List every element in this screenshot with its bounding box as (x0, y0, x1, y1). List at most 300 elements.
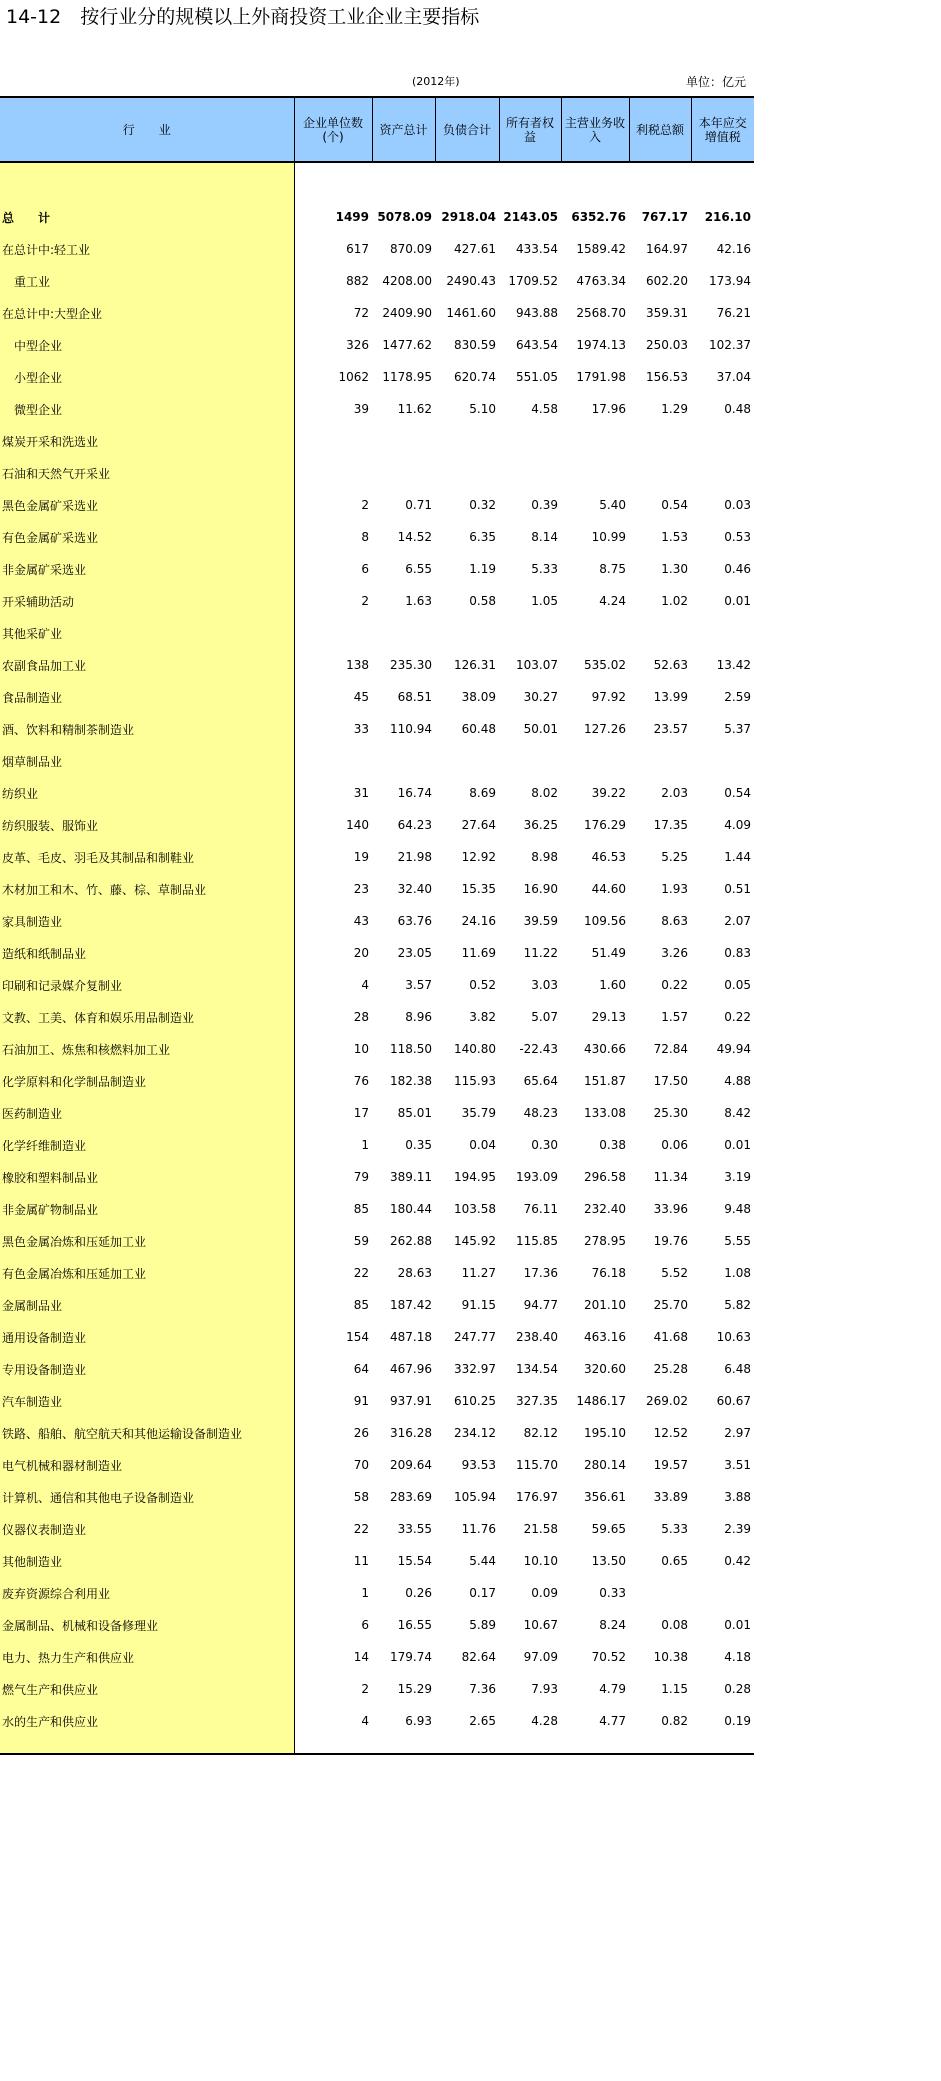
table-cell: 234.12 (454, 1426, 496, 1440)
table-cell: 6.93 (405, 1714, 432, 1728)
table-cell: 4.79 (599, 1682, 626, 1696)
table-cell: 179.74 (390, 1650, 432, 1664)
table-cell: 48.23 (523, 1106, 558, 1120)
table-cell: 70 (353, 1458, 369, 1472)
table-cell: 1.29 (661, 402, 688, 416)
table-cell (294, 425, 372, 457)
table-row (0, 201, 754, 233)
table-cell: 127.26 (584, 722, 626, 736)
table-cell: 6352.76 (571, 210, 626, 224)
table-cell: 0.03 (724, 498, 751, 512)
table-cell: 247.77 (454, 1330, 496, 1344)
table-cell: 4.58 (531, 402, 558, 416)
table-cell: 10.38 (653, 1650, 688, 1664)
table-cell: 2490.43 (446, 274, 496, 288)
table-cell: 9.48 (724, 1202, 751, 1216)
table-cell: 320.60 (584, 1362, 626, 1376)
table-cell: 38.09 (461, 690, 496, 704)
table-cell: 5.44 (469, 1554, 496, 1568)
table-row (0, 585, 754, 617)
table-cell: 5.89 (469, 1618, 496, 1632)
table-row (0, 1161, 754, 1193)
industry-name: 酒、饮料和精制茶制造业 (0, 713, 294, 745)
industry-name: 农副食品加工业 (0, 649, 294, 681)
table-cell (372, 457, 435, 489)
table-cell: 164.97 (646, 242, 688, 256)
table-cell: 617 (346, 242, 369, 256)
industry-name: 仪器仪表制造业 (0, 1513, 294, 1545)
table-cell: 278.95 (584, 1234, 626, 1248)
table-cell: 33.55 (397, 1522, 432, 1536)
table-cell: 1.15 (661, 1682, 688, 1696)
table-cell: 0.48 (724, 402, 751, 416)
table-cell: 0.04 (469, 1138, 496, 1152)
industry-name: 汽车制造业 (0, 1385, 294, 1417)
table-cell: 72 (353, 306, 369, 320)
industry-name: 其他制造业 (0, 1545, 294, 1577)
table-cell: 11.27 (461, 1266, 496, 1280)
industry-name: 纺织服装、服饰业 (0, 809, 294, 841)
table-cell: 8.42 (724, 1106, 751, 1120)
table-cell: 102.37 (709, 338, 751, 352)
table-cell: 2.65 (469, 1714, 496, 1728)
industry-name: 电力、热力生产和供应业 (0, 1641, 294, 1673)
table-row (0, 233, 754, 265)
table-cell: 1.05 (531, 594, 558, 608)
table-cell: 0.54 (724, 786, 751, 800)
table-cell: 27.64 (461, 818, 496, 832)
table-cell (691, 425, 754, 457)
table-cell: 45 (353, 690, 369, 704)
table-cell: 11.62 (397, 402, 432, 416)
industry-name: 黑色金属冶炼和压延加工业 (0, 1225, 294, 1257)
table-cell: 0.22 (661, 978, 688, 992)
industry-name: 食品制造业 (0, 681, 294, 713)
table-cell: 0.35 (405, 1138, 432, 1152)
table-cell: 180.44 (390, 1202, 432, 1216)
table-cell: 44.60 (591, 882, 626, 896)
table-row (0, 873, 754, 905)
table-cell: 187.42 (390, 1298, 432, 1312)
industry-name: 其他采矿业 (0, 617, 294, 649)
table-cell: 1 (361, 1138, 369, 1152)
table-cell: 6.35 (469, 530, 496, 544)
table-cell: 32.40 (397, 882, 432, 896)
table-cell: 16.55 (397, 1618, 432, 1632)
table-cell: 31 (353, 786, 369, 800)
table-cell: 4.24 (599, 594, 626, 608)
table-cell: 4763.34 (576, 274, 626, 288)
table-cell: 269.02 (646, 1394, 688, 1408)
table-cell: 60.48 (461, 722, 496, 736)
table-cell: 15.35 (461, 882, 496, 896)
table-cell: 82.12 (523, 1426, 558, 1440)
table-cell: 93.53 (461, 1458, 496, 1472)
industry-name: 铁路、船舶、航空航天和其他运输设备制造业 (0, 1417, 294, 1449)
table-cell: 10.10 (523, 1554, 558, 1568)
table-row (0, 937, 754, 969)
table-cell: 15.29 (397, 1682, 432, 1696)
table-cell: 3.57 (405, 978, 432, 992)
table-cell: 1486.17 (576, 1394, 626, 1408)
table-cell: 173.94 (709, 274, 751, 288)
table-cell (499, 425, 561, 457)
table-cell (372, 425, 435, 457)
table-cell: 138 (346, 658, 369, 672)
table-cell (294, 617, 372, 649)
table-row (0, 745, 754, 777)
industry-name: 燃气生产和供应业 (0, 1673, 294, 1705)
table-cell: 85.01 (397, 1106, 432, 1120)
table-cell: 830.59 (454, 338, 496, 352)
table-cell: 85 (353, 1202, 369, 1216)
table-cell: 3.88 (724, 1490, 751, 1504)
table-cell: 194.95 (454, 1170, 496, 1184)
table-cell: 33.96 (653, 1202, 688, 1216)
industry-name: 小型企业 (0, 361, 294, 393)
table-cell: 2.07 (724, 914, 751, 928)
table-row (0, 681, 754, 713)
table-cell: 145.92 (454, 1234, 496, 1248)
table-cell: 91.15 (461, 1298, 496, 1312)
table-cell: 1 (361, 1586, 369, 1600)
table-cell: 52.63 (653, 658, 688, 672)
table-cell (561, 425, 629, 457)
table-cell: 610.25 (454, 1394, 496, 1408)
table-row (0, 1481, 754, 1513)
table-cell: 20 (353, 946, 369, 960)
table-cell: 0.32 (469, 498, 496, 512)
table-cell: 14 (353, 1650, 369, 1664)
table-cell: 39.22 (591, 786, 626, 800)
table-cell: 0.08 (661, 1618, 688, 1632)
table-cell: 209.64 (390, 1458, 432, 1472)
table-cell: 1589.42 (576, 242, 626, 256)
table-cell: 389.11 (390, 1170, 432, 1184)
industry-name: 黑色金属矿采选业 (0, 489, 294, 521)
table-cell: 487.18 (390, 1330, 432, 1344)
table-cell: 316.28 (390, 1426, 432, 1440)
table-cell: 0.01 (724, 1618, 751, 1632)
industry-name: 开采辅助活动 (0, 585, 294, 617)
industry-name: 木材加工和木、竹、藤、棕、草制品业 (0, 873, 294, 905)
table-cell (691, 457, 754, 489)
table-cell (691, 745, 754, 777)
table-cell: 0.53 (724, 530, 751, 544)
header-industry: 行 业 (0, 97, 294, 162)
industry-name: 总 计 (0, 201, 294, 233)
table-cell: 359.31 (646, 306, 688, 320)
table-cell: 3.51 (724, 1458, 751, 1472)
table-cell: 0.52 (469, 978, 496, 992)
table-cell: 0.30 (531, 1138, 558, 1152)
table-row (0, 713, 754, 745)
table-cell: 10.63 (716, 1330, 751, 1344)
table-row (0, 425, 754, 457)
table-cell: 937.91 (390, 1394, 432, 1408)
table-cell: 3.26 (661, 946, 688, 960)
table-cell: 76.18 (591, 1266, 626, 1280)
table-cell: 133.08 (584, 1106, 626, 1120)
table-row (0, 809, 754, 841)
industry-name: 有色金属矿采选业 (0, 521, 294, 553)
table-cell: 5.82 (724, 1298, 751, 1312)
table-cell: 42.16 (716, 242, 751, 256)
table-cell (629, 617, 691, 649)
table-cell: 602.20 (646, 274, 688, 288)
table-cell: 15.54 (397, 1554, 432, 1568)
table-cell: 110.94 (390, 722, 432, 736)
industry-name: 烟草制品业 (0, 745, 294, 777)
table-cell: 17 (353, 1106, 369, 1120)
table-cell: 59.65 (591, 1522, 626, 1536)
table-row (0, 1577, 754, 1609)
table-cell: 2.97 (724, 1426, 751, 1440)
table-cell: 16.74 (397, 786, 432, 800)
table-cell: 0.82 (661, 1714, 688, 1728)
table-cell: 70.52 (591, 1650, 626, 1664)
table-cell: 4 (361, 978, 369, 992)
table-cell: 8.96 (405, 1010, 432, 1024)
table-cell: 0.46 (724, 562, 751, 576)
table-cell: 283.69 (390, 1490, 432, 1504)
table-cell: 17.35 (653, 818, 688, 832)
table-cell: 201.10 (584, 1298, 626, 1312)
industry-name: 金属制品、机械和设备修理业 (0, 1609, 294, 1641)
table-cell: 3.82 (469, 1010, 496, 1024)
table-cell: 0.05 (724, 978, 751, 992)
table-cell: 28 (353, 1010, 369, 1024)
table-cell: 46.53 (591, 850, 626, 864)
table-cell: 85 (353, 1298, 369, 1312)
table-cell: 60.67 (716, 1394, 751, 1408)
table-cell (629, 457, 691, 489)
industry-name: 金属制品业 (0, 1289, 294, 1321)
table-cell (499, 457, 561, 489)
table-row (0, 457, 754, 489)
table-cell: 17.50 (653, 1074, 688, 1088)
table-cell: 238.40 (516, 1330, 558, 1344)
table-cell: 134.54 (516, 1362, 558, 1376)
table-row (0, 1545, 754, 1577)
table-cell: 430.66 (584, 1042, 626, 1056)
table-cell (294, 745, 372, 777)
table-cell: 195.10 (584, 1426, 626, 1440)
table-cell: 0.65 (661, 1554, 688, 1568)
table-row (0, 489, 754, 521)
table-cell: 19.76 (653, 1234, 688, 1248)
table-cell: -22.43 (519, 1042, 558, 1056)
table-row (0, 1449, 754, 1481)
table-cell (561, 457, 629, 489)
table-cell (691, 617, 754, 649)
table-row (0, 969, 754, 1001)
table-cell: 0.01 (724, 594, 751, 608)
table-cell: 1.30 (661, 562, 688, 576)
table-cell: 463.16 (584, 1330, 626, 1344)
table-cell: 16.90 (523, 882, 558, 896)
table-cell: 0.71 (405, 498, 432, 512)
table-cell: 0.01 (724, 1138, 751, 1152)
industry-name: 有色金属冶炼和压延加工业 (0, 1257, 294, 1289)
table-cell: 115.70 (516, 1458, 558, 1472)
table-cell: 8.02 (531, 786, 558, 800)
table-cell (561, 617, 629, 649)
table-cell: 0.58 (469, 594, 496, 608)
table-cell: 0.26 (405, 1586, 432, 1600)
table-cell: 8.75 (599, 562, 626, 576)
table-cell: 1.44 (724, 850, 751, 864)
table-cell: 2 (361, 498, 369, 512)
table-row (0, 777, 754, 809)
industry-name: 石油加工、炼焦和核燃料加工业 (0, 1033, 294, 1065)
table-row (0, 1353, 754, 1385)
table-row (0, 649, 754, 681)
table-cell: 1974.13 (576, 338, 626, 352)
table-row (0, 1321, 754, 1353)
table-cell: 280.14 (584, 1458, 626, 1472)
table-cell: 4.09 (724, 818, 751, 832)
table-cell: 1499 (335, 210, 369, 224)
table-cell (499, 745, 561, 777)
table-cell: 1062 (338, 370, 369, 384)
table-cell: 25.70 (653, 1298, 688, 1312)
table-cell: 1.53 (661, 530, 688, 544)
table-row (0, 905, 754, 937)
table-cell: 23 (353, 882, 369, 896)
table-cell (294, 457, 372, 489)
table-cell: 151.87 (584, 1074, 626, 1088)
table-cell: 250.03 (646, 338, 688, 352)
table-cell: 19.57 (653, 1458, 688, 1472)
table-cell: 11.34 (653, 1170, 688, 1184)
page-title: 14-12 按行业分的规模以上外商投资工业企业主要指标 (6, 6, 480, 28)
header-profit-tax: 利税总额 (629, 97, 691, 162)
table-cell: 2918.04 (441, 210, 496, 224)
industry-name: 化学纤维制造业 (0, 1129, 294, 1161)
table-cell: 156.53 (646, 370, 688, 384)
table-cell: 1.19 (469, 562, 496, 576)
table-row (0, 297, 754, 329)
table-cell: 327.35 (516, 1394, 558, 1408)
table-cell: 8.24 (599, 1618, 626, 1632)
table-cell: 21.98 (397, 850, 432, 864)
table-cell: 10.67 (523, 1618, 558, 1632)
table-cell (372, 617, 435, 649)
table-cell: 0.33 (599, 1586, 626, 1600)
table-cell: 76.21 (716, 306, 751, 320)
table-cell: 82.64 (461, 1650, 496, 1664)
header-total-assets: 资产总计 (372, 97, 435, 162)
table-cell: 109.56 (584, 914, 626, 928)
table-cell: 535.02 (584, 658, 626, 672)
table-cell: 767.17 (641, 210, 688, 224)
table-row (0, 617, 754, 649)
industry-name: 水的生产和供应业 (0, 1705, 294, 1737)
table-cell: 8.14 (531, 530, 558, 544)
table-cell: 5.25 (661, 850, 688, 864)
table-cell: 4.77 (599, 1714, 626, 1728)
table-cell: 0.83 (724, 946, 751, 960)
table-row (0, 1065, 754, 1097)
table-row (0, 393, 754, 425)
table-cell: 5.52 (661, 1266, 688, 1280)
table-row (0, 1193, 754, 1225)
table-cell (372, 745, 435, 777)
table-cell: 30.27 (523, 690, 558, 704)
table-cell: 43 (353, 914, 369, 928)
table-row (0, 1705, 754, 1737)
table-cell: 0.09 (531, 1586, 558, 1600)
table-cell: 0.19 (724, 1714, 751, 1728)
table-cell: 235.30 (390, 658, 432, 672)
table-cell (629, 425, 691, 457)
table-cell: 59 (353, 1234, 369, 1248)
table-row (0, 1001, 754, 1033)
table-cell: 356.61 (584, 1490, 626, 1504)
table-cell: 4.88 (724, 1074, 751, 1088)
table-row (0, 553, 754, 585)
table-cell: 7.93 (531, 1682, 558, 1696)
spacer-row (0, 162, 754, 201)
industry-name: 计算机、通信和其他电子设备制造业 (0, 1481, 294, 1513)
table-cell: 6 (361, 562, 369, 576)
bottom-padding-row (0, 1737, 754, 1754)
industry-name: 通用设备制造业 (0, 1321, 294, 1353)
table-cell: 6.55 (405, 562, 432, 576)
table-cell: 2 (361, 1682, 369, 1696)
table-cell: 22 (353, 1522, 369, 1536)
table-cell: 0.39 (531, 498, 558, 512)
table-cell: 33.89 (653, 1490, 688, 1504)
table-cell: 79 (353, 1170, 369, 1184)
table-cell: 5.07 (531, 1010, 558, 1024)
table-cell: 2.03 (661, 786, 688, 800)
table-cell: 97.92 (591, 690, 626, 704)
table-row (0, 265, 754, 297)
table-cell: 35.79 (461, 1106, 496, 1120)
table-row (0, 1033, 754, 1065)
table-cell: 3.19 (724, 1170, 751, 1184)
industry-name: 纺织业 (0, 777, 294, 809)
table-cell (629, 1577, 691, 1609)
table-cell: 3.03 (531, 978, 558, 992)
table-cell: 176.97 (516, 1490, 558, 1504)
table-cell: 0.42 (724, 1554, 751, 1568)
table-cell: 643.54 (516, 338, 558, 352)
table-cell: 39 (353, 402, 369, 416)
table-cell: 39.59 (523, 914, 558, 928)
table-cell: 11.69 (461, 946, 496, 960)
industry-name: 电气机械和器材制造业 (0, 1449, 294, 1481)
table-cell: 154 (346, 1330, 369, 1344)
table-cell: 29.13 (591, 1010, 626, 1024)
table-cell: 2568.70 (576, 306, 626, 320)
table-cell: 14.52 (397, 530, 432, 544)
table-cell: 2143.05 (503, 210, 558, 224)
table-cell: 5078.09 (377, 210, 432, 224)
table-cell: 943.88 (516, 306, 558, 320)
table-cell: 97.09 (523, 1650, 558, 1664)
table-cell: 11 (353, 1554, 369, 1568)
table-cell: 1.63 (405, 594, 432, 608)
table-cell: 68.51 (397, 690, 432, 704)
table-cell: 5.55 (724, 1234, 751, 1248)
table-row (0, 521, 754, 553)
table-cell (435, 617, 499, 649)
industry-name: 微型企业 (0, 393, 294, 425)
table-cell: 126.31 (454, 658, 496, 672)
